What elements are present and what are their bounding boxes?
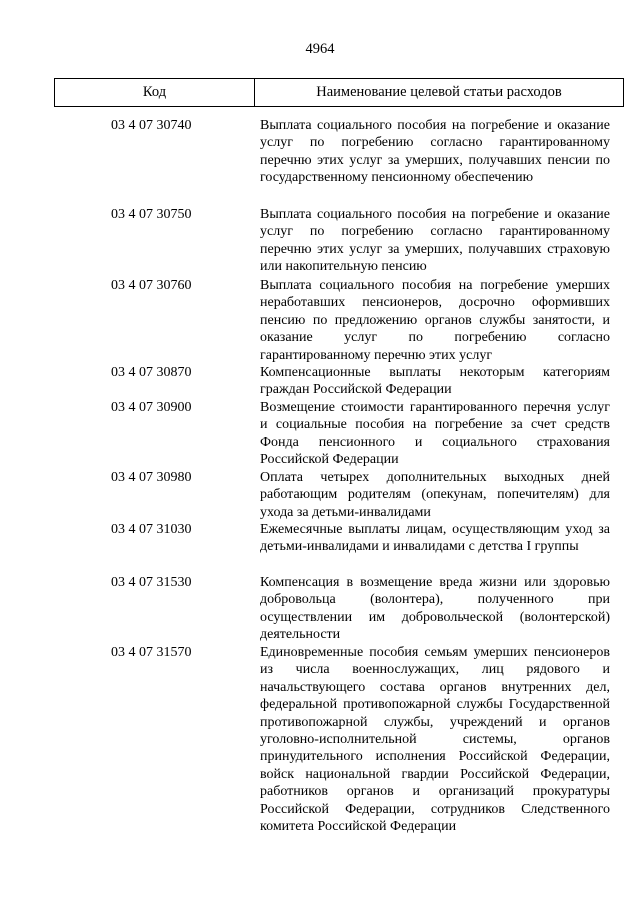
row-code: 03 4 07 30900 xyxy=(111,400,192,415)
row-name: Выплата социального пособия на погребение умерших неработавших пенсионеров, досрочно оформивших пенсию по предложению органов службы занятости, и оказание услуг по погребению согласно гарантированному перечню этих услуг xyxy=(260,278,610,363)
table-row xyxy=(0,574,610,643)
row-code: 03 4 07 30870 xyxy=(111,365,192,380)
row-code: 03 4 07 30750 xyxy=(111,207,192,222)
header-code: Код xyxy=(55,79,255,106)
row-name: Выплата социального пособия на погребение и оказание услуг по погребению согласно гарантированному перечню этих услуг за умерших, получавших пенсии по государственному пенсионному обеспечению xyxy=(260,118,610,186)
row-name: Оплата четырех дополнительных выходных дней работающим родителям (опекунам, попечителям) для ухода за детьми-инвалидами xyxy=(260,470,610,520)
row-name: Выплата социального пособия на погребение и оказание услуг по погребению согласно гарантированному перечню этих услуг за умерших, получавших страховую или накопительную пенсию xyxy=(260,207,610,275)
table-row xyxy=(0,277,610,363)
row-code: 03 4 07 31570 xyxy=(111,645,192,660)
row-code: 03 4 07 30740 xyxy=(111,118,192,133)
page-number: 4964 xyxy=(305,41,335,57)
table-row xyxy=(0,399,610,468)
row-name: Возмещение стоимости гарантированного перечня услуг и социальные пособия на погребение за счет средств Фонда пенсионного и социального страхования Российской Федерации xyxy=(260,400,610,468)
row-code: 03 4 07 31030 xyxy=(111,522,192,537)
row-code: 03 4 07 31530 xyxy=(111,575,192,590)
table-row xyxy=(0,521,610,555)
row-name: Ежемесячные выплаты лицам, осуществляющим уход за детьми-инвалидами и инвалидами с детства I группы xyxy=(260,522,610,555)
row-name: Компенсация в возмещение вреда жизни или здоровью добровольца (волонтера), полученного при осуществлении им добровольческой (волонтерской) деятельности xyxy=(260,575,610,643)
table-row xyxy=(0,644,610,835)
row-code: 03 4 07 30760 xyxy=(111,278,192,293)
row-name: Компенсационные выплаты некоторым категориям граждан Российской Федерации xyxy=(260,365,610,398)
table-row xyxy=(0,364,610,398)
header-name: Наименование целевой статьи расходов xyxy=(316,84,562,100)
row-name: Единовременные пособия семьям умерших пенсионеров из числа военнослужащих, лиц рядового и начальствующего состава органов внутренних дел, федеральной противопожарной службы Государственной противопожарной службы, учреждений и органов уголовно-исполнительной системы, органов принудительного исполнения Российской Федерации, войск национальной гвардии Российской Федерации, работников органов и организаций прокуратуры Российской Федерации, сотрудников Следственного комитета Российской Федерации xyxy=(260,645,610,835)
table-row xyxy=(0,117,610,186)
table-row xyxy=(0,206,610,275)
row-code: 03 4 07 30980 xyxy=(111,470,192,485)
table-header xyxy=(54,78,624,107)
table-row xyxy=(0,469,610,520)
